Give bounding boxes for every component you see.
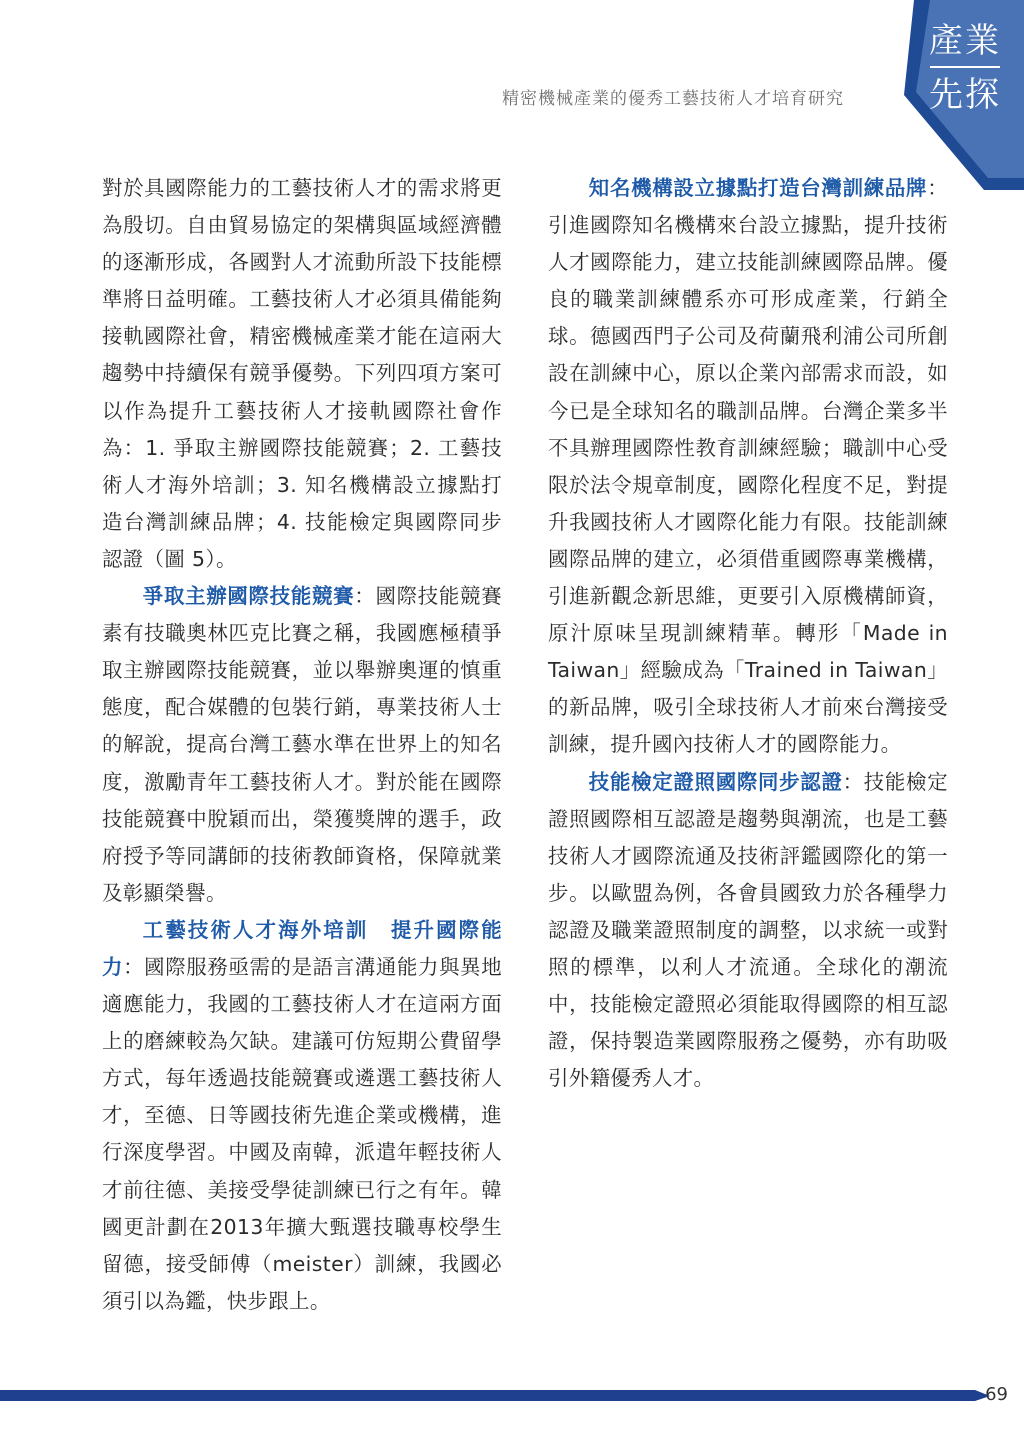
section3-paragraph	[548, 170, 948, 764]
section2-heading: 工藝技術人才海外培訓 提升國際能力	[102, 917, 502, 979]
section3-body: ：引進國際知名機構來台設立據點，提升技術人才國際能力，建立技能訓練國際品牌。優良的職業訓練體系亦可形成產業，行銷全球。德國西門子公司及荷蘭飛利浦公司所創設在訓練中心，原以企業內部需求而設，如今已是全球知名的職訓品牌。台灣企業多半不具辦理國際性教育訓練經驗；職訓中心受限於法令規章制度，國際化程度不足，對提升我國技術人才國際化能力有限。技能訓練國際品牌的建立，必須借重國際專業機構，引進新觀念新思維，更要引入原機構師資，原汁原味呈現訓練精華。轉形「Made in Taiwan」經驗成為「Trained in Taiwan」的新品牌，吸引全球技術人才前來台灣接受訓練，提升國內技術人才的國際能力。	[548, 176, 948, 757]
section4-paragraph	[548, 764, 948, 1098]
left-text-column	[102, 170, 502, 1320]
section2-body: ：國際服務亟需的是語言溝通能力與異地適應能力，我國的工藝技術人才在這兩方面上的磨練較為欠缺。建議可仿短期公費留學方式，每年透過技能競賽或遴選工藝技術人才，至德、日等國技術先進企業或機構，進行深度學習。中國及南韓，派遣年輕技術人才前往德、美接受學徒訓練已行之有年。韓國更計劃在2013年擴大甄選技職專校學生留德，接受師傅（meister）訓練，我國必須引以為鑑，快步跟上。	[102, 954, 503, 1313]
section4-body: ：技能檢定證照國際相互認證是趨勢與潮流，也是工藝技術人才國際流通及技術評鑑國際化的第一步。以歐盟為例，各會員國致力於各種學力認證及職業證照制度的調整，以求統一或對照的標準，以利人才流通。全球化的潮流中，技能檢定證照必須能取得國際的相互認證，保持製造業國際服務之優勢，亦有助吸引外籍優秀人才。	[548, 769, 948, 1091]
section-tab-line2: 先探	[929, 75, 1001, 115]
section4-heading: 技能檢定證照國際同步認證	[588, 769, 843, 794]
section3-heading: 知名機構設立據點打造台灣訓練品牌	[588, 176, 928, 200]
footer-bar	[0, 1388, 990, 1402]
section-tab-line1: 產業	[929, 21, 1001, 61]
section1-paragraph	[102, 578, 502, 912]
section-tab-divider	[930, 66, 1000, 68]
section-corner-tab	[854, 0, 1024, 190]
section2-paragraph	[102, 912, 502, 1320]
page-number: 69	[985, 1384, 1008, 1405]
running-header-title: 精密機械產業的優秀工藝技術人才培育研究	[502, 89, 844, 109]
section1-heading: 爭取主辦國際技能競賽	[142, 584, 355, 609]
intro-paragraph: 對於具國際能力的工藝技術人才的需求將更為殷切。自由貿易協定的架構與區域經濟體的逐漸形成，各國對人才流動所設下技能標準將日益明確。工藝技術人才必須具備能夠接軌國際社會，精密機械產業才能在這兩大趨勢中持續保有競爭優勢。下列四項方案可以作為提升工藝技術人才接軌國際社會作為：1. 爭取主辦國際技能競賽；2. 工藝技術人才海外培訓；3. 知名機構設立據點打造台灣訓練品牌；4. 技能檢定與國際同步認證（圖 5）。	[102, 176, 502, 571]
right-text-column	[548, 170, 948, 1097]
section1-body: ：國際技能競賽素有技職奧林匹克比賽之稱，我國應極積爭取主辦國際技能競賽，並以舉辦奧運的慎重態度，配合媒體的包裝行銷，專業技術人士的解說，提高台灣工藝水準在世界上的知名度，激勵青年工藝技術人才。對於能在國際技能競賽中脫穎而出，榮獲獎牌的選手，政府授予等同講師的技術教師資格，保障就業及彰顯榮譽。	[102, 584, 502, 905]
